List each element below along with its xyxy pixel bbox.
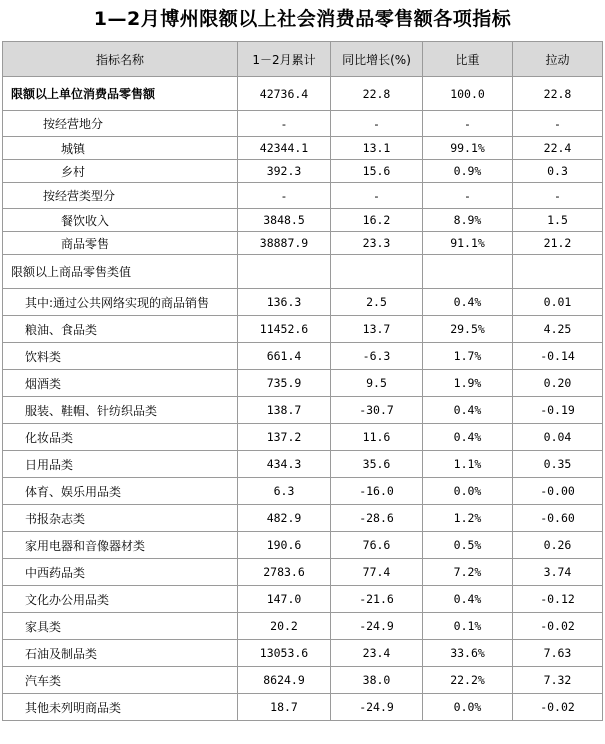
yoy-growth-cell: 9.5	[331, 370, 423, 397]
cumulative-cell: 42736.4	[238, 77, 331, 111]
header-indicator-name: 指标名称	[3, 42, 238, 77]
table-row	[3, 478, 603, 505]
pull-cell: 0.04	[513, 424, 603, 451]
yoy-growth-cell: -24.9	[331, 694, 423, 721]
cumulative-cell: 11452.6	[238, 316, 331, 343]
pull-cell: 1.5	[513, 209, 603, 232]
indicator-table	[2, 41, 603, 721]
yoy-growth-cell: 77.4	[331, 559, 423, 586]
yoy-growth-cell: 15.6	[331, 160, 423, 183]
indicator-name-cell: 城镇	[3, 137, 238, 160]
yoy-growth-cell: 13.7	[331, 316, 423, 343]
indicator-name-cell: 家具类	[3, 613, 238, 640]
pull-cell: 0.01	[513, 289, 603, 316]
share-cell: 0.0%	[423, 694, 513, 721]
indicator-name-cell: 体育、娱乐用品类	[3, 478, 238, 505]
indicator-name-cell: 其他未列明商品类	[3, 694, 238, 721]
pull-cell: -0.02	[513, 613, 603, 640]
cumulative-cell: 6.3	[238, 478, 331, 505]
pull-cell: 7.63	[513, 640, 603, 667]
indicator-name-cell: 其中:通过公共网络实现的商品销售	[3, 289, 238, 316]
share-cell: 22.2%	[423, 667, 513, 694]
cumulative-cell: 42344.1	[238, 137, 331, 160]
share-cell: 0.4%	[423, 586, 513, 613]
share-cell: 1.2%	[423, 505, 513, 532]
share-cell: 91.1%	[423, 232, 513, 255]
table-row	[3, 694, 603, 721]
table-row	[3, 289, 603, 316]
pull-cell: -0.19	[513, 397, 603, 424]
yoy-growth-cell: 13.1	[331, 137, 423, 160]
yoy-growth-cell: 23.4	[331, 640, 423, 667]
pull-cell: 22.8	[513, 77, 603, 111]
yoy-growth-cell: -21.6	[331, 586, 423, 613]
indicator-name-cell: 家用电器和音像器材类	[3, 532, 238, 559]
cumulative-cell: 20.2	[238, 613, 331, 640]
indicator-name-cell: 书报杂志类	[3, 505, 238, 532]
indicator-name-cell: 餐饮收入	[3, 209, 238, 232]
header-share: 比重	[423, 42, 513, 77]
yoy-growth-cell: -6.3	[331, 343, 423, 370]
indicator-name-cell: 化妆品类	[3, 424, 238, 451]
share-cell: 1.9%	[423, 370, 513, 397]
indicator-name-cell: 乡村	[3, 160, 238, 183]
yoy-growth-cell: 38.0	[331, 667, 423, 694]
table-row	[3, 255, 603, 289]
pull-cell: 4.25	[513, 316, 603, 343]
yoy-growth-cell: 2.5	[331, 289, 423, 316]
yoy-growth-cell	[331, 255, 423, 289]
table-row	[3, 640, 603, 667]
share-cell: 29.5%	[423, 316, 513, 343]
cumulative-cell: 18.7	[238, 694, 331, 721]
pull-cell: 21.2	[513, 232, 603, 255]
header-yoy-growth: 同比增长(%)	[331, 42, 423, 77]
yoy-growth-cell: -	[331, 183, 423, 209]
yoy-growth-cell: 76.6	[331, 532, 423, 559]
table-header-row	[3, 42, 603, 77]
table-row	[3, 559, 603, 586]
share-cell: 0.9%	[423, 160, 513, 183]
indicator-name-cell: 服装、鞋帽、针纺织品类	[3, 397, 238, 424]
share-cell: 7.2%	[423, 559, 513, 586]
cumulative-cell: 190.6	[238, 532, 331, 559]
pull-cell: -0.60	[513, 505, 603, 532]
share-cell: 99.1%	[423, 137, 513, 160]
pull-cell: -	[513, 183, 603, 209]
indicator-name-cell: 石油及制品类	[3, 640, 238, 667]
page-title: 1—2月博州限额以上社会消费品零售额各项指标	[93, 8, 512, 30]
indicator-name-cell: 日用品类	[3, 451, 238, 478]
yoy-growth-cell: 23.3	[331, 232, 423, 255]
share-cell: 8.9%	[423, 209, 513, 232]
header-cumulative: 1－2月累计	[238, 42, 331, 77]
cumulative-cell: -	[238, 183, 331, 209]
cumulative-cell: 13053.6	[238, 640, 331, 667]
table-row	[3, 667, 603, 694]
cumulative-cell: 661.4	[238, 343, 331, 370]
cumulative-cell: 8624.9	[238, 667, 331, 694]
yoy-growth-cell: -24.9	[331, 613, 423, 640]
indicator-name-cell: 饮料类	[3, 343, 238, 370]
pull-cell: -	[513, 111, 603, 137]
yoy-growth-cell: 16.2	[331, 209, 423, 232]
table-row	[3, 532, 603, 559]
pull-cell	[513, 255, 603, 289]
cumulative-cell: 3848.5	[238, 209, 331, 232]
indicator-name-cell: 汽车类	[3, 667, 238, 694]
pull-cell: 0.26	[513, 532, 603, 559]
share-cell: 1.7%	[423, 343, 513, 370]
table-row	[3, 77, 603, 111]
cumulative-cell: 434.3	[238, 451, 331, 478]
share-cell	[423, 255, 513, 289]
cumulative-cell	[238, 255, 331, 289]
cumulative-cell: 2783.6	[238, 559, 331, 586]
indicator-name-cell: 烟酒类	[3, 370, 238, 397]
pull-cell: -0.00	[513, 478, 603, 505]
table-row	[3, 451, 603, 478]
pull-cell: -0.02	[513, 694, 603, 721]
table-row	[3, 137, 603, 160]
table-row	[3, 370, 603, 397]
share-cell: -	[423, 183, 513, 209]
share-cell: -	[423, 111, 513, 137]
pull-cell: 3.74	[513, 559, 603, 586]
table-row	[3, 613, 603, 640]
cumulative-cell: -	[238, 111, 331, 137]
cumulative-cell: 482.9	[238, 505, 331, 532]
header-pull: 拉动	[513, 42, 603, 77]
pull-cell: -0.14	[513, 343, 603, 370]
table-row	[3, 232, 603, 255]
share-cell: 0.4%	[423, 397, 513, 424]
indicator-name-cell: 中西药品类	[3, 559, 238, 586]
indicator-name-cell: 粮油、食品类	[3, 316, 238, 343]
table-row	[3, 316, 603, 343]
share-cell: 0.5%	[423, 532, 513, 559]
table-row	[3, 160, 603, 183]
pull-cell: 22.4	[513, 137, 603, 160]
share-cell: 1.1%	[423, 451, 513, 478]
table-row	[3, 424, 603, 451]
cumulative-cell: 735.9	[238, 370, 331, 397]
table-row	[3, 183, 603, 209]
table-row	[3, 505, 603, 532]
cumulative-cell: 137.2	[238, 424, 331, 451]
cumulative-cell: 38887.9	[238, 232, 331, 255]
pull-cell: 0.20	[513, 370, 603, 397]
indicator-name-cell: 按经营地分	[3, 111, 238, 137]
yoy-growth-cell: -16.0	[331, 478, 423, 505]
pull-cell: -0.12	[513, 586, 603, 613]
cumulative-cell: 136.3	[238, 289, 331, 316]
table-row	[3, 111, 603, 137]
pull-cell: 7.32	[513, 667, 603, 694]
share-cell: 0.4%	[423, 424, 513, 451]
table-row	[3, 209, 603, 232]
indicator-name-cell: 限额以上商品零售类值	[3, 255, 238, 289]
table-body	[3, 77, 603, 721]
yoy-growth-cell: 11.6	[331, 424, 423, 451]
share-cell: 0.1%	[423, 613, 513, 640]
cumulative-cell: 138.7	[238, 397, 331, 424]
yoy-growth-cell: 22.8	[331, 77, 423, 111]
yoy-growth-cell: -30.7	[331, 397, 423, 424]
yoy-growth-cell: -28.6	[331, 505, 423, 532]
indicator-name-cell: 文化办公用品类	[3, 586, 238, 613]
table-row	[3, 343, 603, 370]
table-row	[3, 397, 603, 424]
share-cell: 0.0%	[423, 478, 513, 505]
yoy-growth-cell: 35.6	[331, 451, 423, 478]
pull-cell: 0.35	[513, 451, 603, 478]
indicator-name-cell: 商品零售	[3, 232, 238, 255]
share-cell: 0.4%	[423, 289, 513, 316]
cumulative-cell: 392.3	[238, 160, 331, 183]
yoy-growth-cell: -	[331, 111, 423, 137]
share-cell: 33.6%	[423, 640, 513, 667]
cumulative-cell: 147.0	[238, 586, 331, 613]
indicator-name-cell: 限额以上单位消费品零售额	[3, 77, 238, 111]
share-cell: 100.0	[423, 77, 513, 111]
indicator-name-cell: 按经营类型分	[3, 183, 238, 209]
table-row	[3, 586, 603, 613]
pull-cell: 0.3	[513, 160, 603, 183]
